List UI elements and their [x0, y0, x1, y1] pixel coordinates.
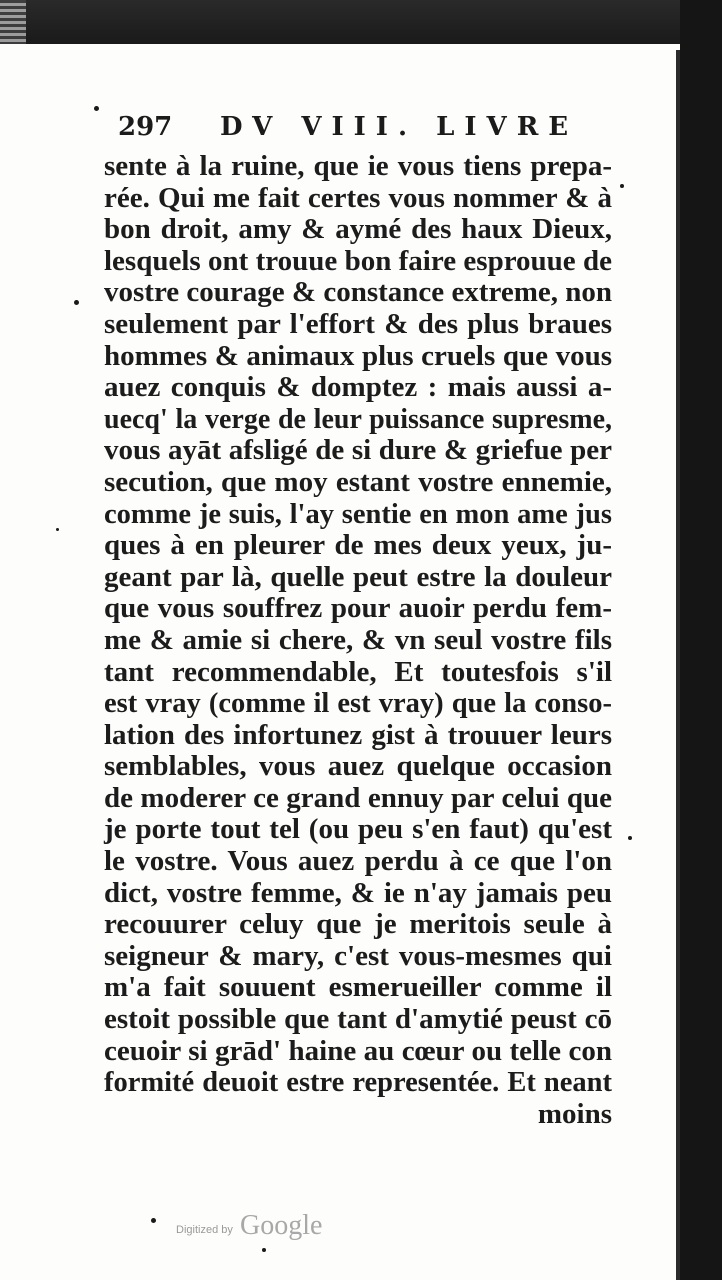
- text-line: tant recommendable, Et toutesfois s'il: [104, 655, 612, 688]
- text-line: ceuoir si grād' haine au cœur ou telle con: [104, 1034, 612, 1067]
- text-line: le vostre. Vous auez perdu à ce que l'on: [104, 845, 612, 878]
- text-line: de moderer ce grand ennuy par celui que: [104, 781, 612, 814]
- text-line: rée. Qui me fait certes vous nommer & à: [104, 181, 612, 214]
- ink-speck: [94, 106, 99, 111]
- digitization-footer: [176, 1210, 376, 1250]
- text-line: lation des infortunez gist à trouuer leurs: [104, 718, 612, 751]
- text-line: seigneur & mary, c'est vous-mesmes qui: [104, 939, 612, 972]
- digitized-by-label: Digitized by: [176, 1224, 233, 1236]
- text-line: uecq' la verge de leur puissance supresme,: [104, 403, 612, 435]
- text-line: est vray (comme il est vray) que la conso-: [104, 688, 612, 720]
- text-line: sente à la ruine, que ie vous tiens prepa-: [104, 150, 612, 182]
- text-line: lesquels ont trouue bon faire esprouue de: [104, 244, 612, 277]
- ink-speck: [56, 528, 59, 531]
- text-line: me & amie si chere, & vn seul vostre fils: [104, 623, 612, 656]
- ink-speck: [74, 300, 79, 305]
- ink-speck: [628, 836, 632, 840]
- text-line: recouurer celuy que je meritois seule à: [104, 908, 612, 941]
- scan-right-edge: [680, 0, 722, 1280]
- text-line: auez conquis & domptez : mais aussi a-: [104, 371, 612, 404]
- running-title: DV VIII. LIVRE: [220, 112, 579, 142]
- text-line: je porte tout tel (ou peu s'en faut) qu'est: [104, 813, 612, 846]
- body-text: [104, 151, 612, 1130]
- text-line: secution, que moy estant vostre ennemie,: [104, 465, 612, 498]
- page-number: 297: [118, 112, 173, 142]
- text-line: m'a fait souuent esmerueiller comme il: [104, 971, 612, 1004]
- text-line: estoit possible que tant d'amytié peust cō: [104, 1003, 612, 1036]
- text-line: bon droit, amy & aymé des haux Dieux,: [104, 213, 612, 246]
- text-line: formité deuoit estre representée. Et neant: [104, 1067, 612, 1099]
- text-line: vous ayāt afsligé de si dure & griefue per: [104, 434, 612, 467]
- text-line: seulement par l'effort & des plus braues: [104, 307, 612, 340]
- google-watermark: Google: [240, 1210, 323, 1241]
- text-line: ques à en pleurer de mes deux yeux, ju-: [104, 529, 612, 562]
- page-binding-edge: [676, 50, 680, 1280]
- text-line: que vous souffrez pour auoir perdu fem-: [104, 592, 612, 625]
- text-line: hommes & animaux plus cruels que vous: [104, 339, 612, 372]
- ink-speck: [620, 184, 624, 188]
- running-header: [118, 112, 588, 148]
- text-line: moins: [537, 1097, 612, 1130]
- text-line: geant par là, quelle peut estre la douleur: [104, 560, 612, 593]
- text-line: vostre courage & constance extreme, non: [104, 276, 612, 309]
- text-line: dict, vostre femme, & ie n'ay jamais peu: [104, 876, 612, 909]
- page-paper-top: [0, 44, 690, 66]
- ink-speck: [151, 1218, 156, 1223]
- text-line: comme je suis, l'ay sentie en mon ame jus: [104, 498, 612, 530]
- text-line: semblables, vous auez quelque occasion: [104, 750, 612, 783]
